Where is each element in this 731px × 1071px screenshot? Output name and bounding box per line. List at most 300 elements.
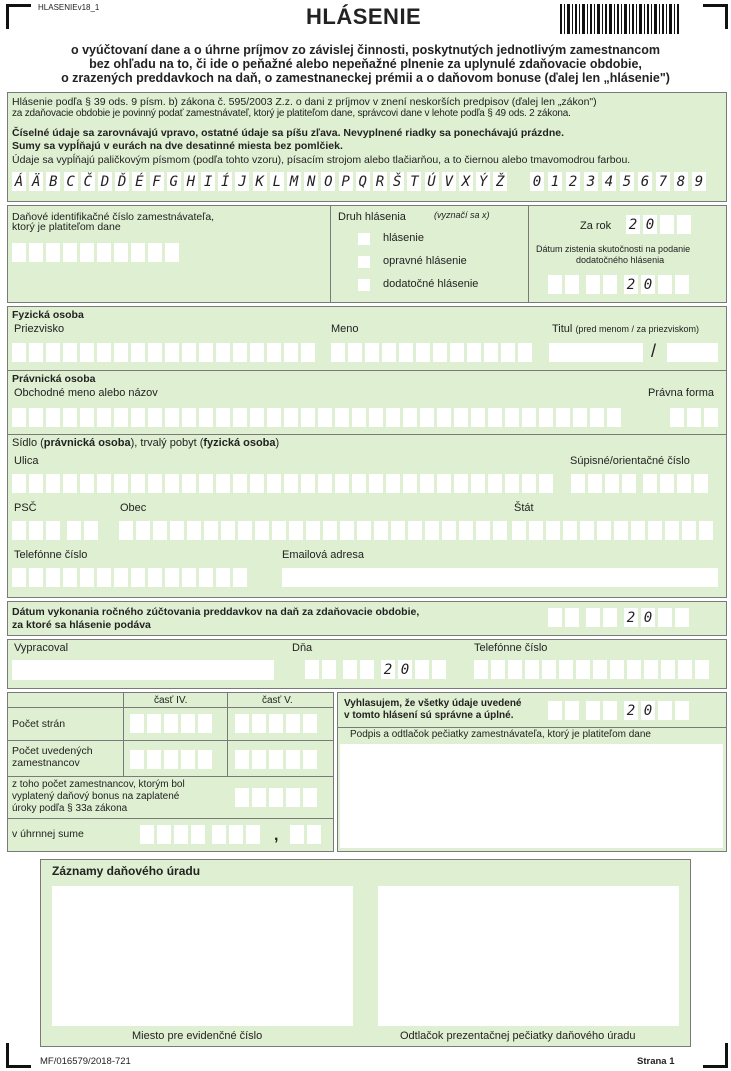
street-cell[interactable]: [403, 474, 417, 493]
company-name-cell[interactable]: [97, 408, 111, 427]
pages-cell[interactable]: [252, 714, 266, 733]
house-number-cell[interactable]: [622, 474, 636, 493]
dic-cell[interactable]: [63, 243, 77, 262]
employees-cell[interactable]: [164, 750, 178, 769]
surname-cell[interactable]: [199, 343, 213, 362]
name-cell[interactable]: [365, 343, 379, 362]
house-number-cell[interactable]: [660, 474, 674, 493]
sum-cell[interactable]: [290, 825, 304, 844]
company-name-cell[interactable]: [29, 408, 43, 427]
city-cell[interactable]: [272, 521, 286, 540]
city-cell[interactable]: [238, 521, 252, 540]
date-cell[interactable]: [415, 660, 429, 679]
prepared-phone-cell[interactable]: [644, 660, 658, 679]
surname-cell[interactable]: [284, 343, 298, 362]
phone-cell[interactable]: [165, 568, 179, 587]
zip-input[interactable]: [12, 521, 101, 540]
state-cell[interactable]: [546, 521, 560, 540]
city-cell[interactable]: [442, 521, 456, 540]
divider-address: [7, 434, 727, 435]
bonus-count-input[interactable]: [235, 788, 320, 807]
dic-cell[interactable]: [148, 243, 162, 262]
signature-area[interactable]: [340, 744, 723, 848]
phone-cell[interactable]: [114, 568, 128, 587]
date-cell[interactable]: [548, 608, 562, 627]
pages-iv-input[interactable]: [130, 714, 215, 733]
date-cell[interactable]: [675, 701, 689, 720]
prepared-phone-cell[interactable]: [593, 660, 607, 679]
date-cell[interactable]: [586, 608, 600, 627]
city-cell[interactable]: [119, 521, 133, 540]
employees-cell[interactable]: [269, 750, 283, 769]
registration-number-area[interactable]: [52, 886, 353, 1026]
prepared-phone-cell[interactable]: [474, 660, 488, 679]
employer-divider-1: [330, 205, 331, 303]
city-cell[interactable]: [323, 521, 337, 540]
street-cell[interactable]: [267, 474, 281, 493]
state-cell[interactable]: [614, 521, 628, 540]
state-cell[interactable]: [563, 521, 577, 540]
company-name-cell[interactable]: [573, 408, 587, 427]
pages-cell[interactable]: [269, 714, 283, 733]
street-cell[interactable]: [216, 474, 230, 493]
prepared-phone-cell[interactable]: [542, 660, 556, 679]
pages-cell[interactable]: [164, 714, 178, 733]
name-cell[interactable]: [348, 343, 362, 362]
company-name-cell[interactable]: [522, 408, 536, 427]
company-name-cell[interactable]: [199, 408, 213, 427]
date-cell[interactable]: [565, 608, 579, 627]
date-cell[interactable]: [305, 660, 319, 679]
city-cell[interactable]: [493, 521, 507, 540]
street-cell[interactable]: [46, 474, 60, 493]
sum-cell[interactable]: [191, 825, 205, 844]
city-cell[interactable]: [340, 521, 354, 540]
pages-cell[interactable]: [235, 714, 249, 733]
name-cell[interactable]: [450, 343, 464, 362]
phone-cell[interactable]: [131, 568, 145, 587]
prepared-date-input[interactable]: [305, 660, 449, 679]
prepared-phone-label: Telefónne číslo: [474, 642, 548, 654]
street-cell[interactable]: [352, 474, 366, 493]
street-input[interactable]: [12, 474, 556, 493]
state-cell[interactable]: [512, 521, 526, 540]
email-input[interactable]: [282, 568, 718, 587]
name-cell[interactable]: [433, 343, 447, 362]
year-input[interactable]: [626, 215, 694, 234]
surname-cell[interactable]: [80, 343, 94, 362]
street-cell[interactable]: [488, 474, 502, 493]
checkbox-dodatocne[interactable]: [358, 279, 370, 291]
company-name-cell[interactable]: [12, 408, 26, 427]
prepared-phone-cell[interactable]: [491, 660, 505, 679]
state-cell[interactable]: [529, 521, 543, 540]
street-cell[interactable]: [12, 474, 26, 493]
bonus-cell[interactable]: [252, 788, 266, 807]
option-hlasenie-label: hlásenie: [383, 232, 424, 244]
prepared-phone-cell[interactable]: [576, 660, 590, 679]
sum-input[interactable]: [140, 825, 263, 844]
city-cell[interactable]: [459, 521, 473, 540]
sum-cell[interactable]: [174, 825, 188, 844]
dic-input[interactable]: [12, 243, 182, 262]
street-cell[interactable]: [437, 474, 451, 493]
date-cell[interactable]: [548, 275, 562, 294]
company-name-cell[interactable]: [386, 408, 400, 427]
company-name-cell[interactable]: [335, 408, 349, 427]
legal-form-label: Právna forma: [648, 387, 715, 399]
employees-cell[interactable]: [235, 750, 249, 769]
sample-letter: I: [201, 172, 215, 191]
employees-v-input[interactable]: [235, 750, 320, 769]
name-cell[interactable]: [518, 343, 532, 362]
sum-cell[interactable]: [157, 825, 171, 844]
company-name-cell[interactable]: [148, 408, 162, 427]
dic-cell[interactable]: [97, 243, 111, 262]
phone-cell[interactable]: [216, 568, 230, 587]
company-name-cell[interactable]: [182, 408, 196, 427]
street-cell[interactable]: [301, 474, 315, 493]
state-cell[interactable]: [682, 521, 696, 540]
bonus-cell[interactable]: [303, 788, 317, 807]
date-cell[interactable]: [658, 701, 672, 720]
declaration-date-input[interactable]: [548, 701, 692, 720]
company-name-cell[interactable]: [471, 408, 485, 427]
surname-cell[interactable]: [216, 343, 230, 362]
legal-form-cell[interactable]: [687, 408, 701, 427]
phone-cell[interactable]: [46, 568, 60, 587]
date-cell[interactable]: [658, 608, 672, 627]
date-cell[interactable]: [603, 608, 617, 627]
house-number-cell[interactable]: [694, 474, 708, 493]
sample-digit: 0: [530, 172, 544, 191]
surname-cell[interactable]: [148, 343, 162, 362]
pages-cell[interactable]: [181, 714, 195, 733]
house-number-cell[interactable]: [588, 474, 602, 493]
pages-cell[interactable]: [130, 714, 144, 733]
date-cell[interactable]: [586, 275, 600, 294]
city-cell[interactable]: [408, 521, 422, 540]
company-name-cell[interactable]: [46, 408, 60, 427]
date-cell[interactable]: [565, 275, 579, 294]
city-cell[interactable]: [374, 521, 388, 540]
company-name-cell[interactable]: [233, 408, 247, 427]
name-cell[interactable]: [416, 343, 430, 362]
street-cell[interactable]: [454, 474, 468, 493]
date-cell[interactable]: [322, 660, 336, 679]
city-cell[interactable]: [187, 521, 201, 540]
phone-cell[interactable]: [233, 568, 247, 587]
surname-cell[interactable]: [250, 343, 264, 362]
company-name-cell[interactable]: [369, 408, 383, 427]
settlement-date-input[interactable]: [548, 608, 692, 627]
street-cell[interactable]: [335, 474, 349, 493]
prepared-phone-cell[interactable]: [559, 660, 573, 679]
dic-cell[interactable]: [12, 243, 26, 262]
street-cell[interactable]: [471, 474, 485, 493]
sum-decimal-input[interactable]: [290, 825, 324, 844]
house-number-cell[interactable]: [571, 474, 585, 493]
company-name-cell[interactable]: [165, 408, 179, 427]
sum-cell[interactable]: [246, 825, 260, 844]
zip-cell[interactable]: [84, 521, 98, 540]
surname-cell[interactable]: [131, 343, 145, 362]
page-title: HLÁSENIE: [306, 4, 422, 29]
legal-form-input[interactable]: [670, 408, 721, 427]
date-cell[interactable]: [565, 701, 579, 720]
city-cell[interactable]: [289, 521, 303, 540]
date-cell[interactable]: [675, 608, 689, 627]
company-name-cell[interactable]: [488, 408, 502, 427]
dic-cell[interactable]: [165, 243, 179, 262]
surname-cell[interactable]: [46, 343, 60, 362]
street-cell[interactable]: [318, 474, 332, 493]
street-cell[interactable]: [131, 474, 145, 493]
employees-cell[interactable]: [181, 750, 195, 769]
phone-cell[interactable]: [12, 568, 26, 587]
pages-v-input[interactable]: [235, 714, 320, 733]
company-name-cell[interactable]: [63, 408, 77, 427]
pages-cell[interactable]: [286, 714, 300, 733]
company-name-cell[interactable]: [539, 408, 553, 427]
bonus-cell[interactable]: [235, 788, 249, 807]
date-cell[interactable]: [603, 701, 617, 720]
dic-cell[interactable]: [29, 243, 43, 262]
prepared-phone-cell[interactable]: [627, 660, 641, 679]
surname-cell[interactable]: [12, 343, 26, 362]
city-cell[interactable]: [425, 521, 439, 540]
sum-cell[interactable]: [307, 825, 321, 844]
surname-cell[interactable]: [182, 343, 196, 362]
state-cell[interactable]: [648, 521, 662, 540]
surname-input[interactable]: [12, 343, 318, 362]
employees-cell[interactable]: [303, 750, 317, 769]
company-name-cell[interactable]: [420, 408, 434, 427]
surname-cell[interactable]: [29, 343, 43, 362]
street-cell[interactable]: [97, 474, 111, 493]
dic-cell[interactable]: [114, 243, 128, 262]
pages-cell[interactable]: [303, 714, 317, 733]
city-cell[interactable]: [136, 521, 150, 540]
street-cell[interactable]: [29, 474, 43, 493]
sample-letter: Ú: [425, 172, 439, 191]
legal-form-cell[interactable]: [704, 408, 718, 427]
bonus-label-2: vyplatený daňový bonus na zaplatené: [12, 791, 180, 802]
date-cell[interactable]: [586, 701, 600, 720]
city-cell[interactable]: [153, 521, 167, 540]
employees-cell[interactable]: [198, 750, 212, 769]
phone-cell[interactable]: [29, 568, 43, 587]
company-name-cell[interactable]: [318, 408, 332, 427]
city-cell[interactable]: [221, 521, 235, 540]
street-cell[interactable]: [539, 474, 553, 493]
prepared-phone-cell[interactable]: [678, 660, 692, 679]
sum-cell[interactable]: [229, 825, 243, 844]
name-input[interactable]: [331, 343, 535, 362]
sample-digit: 2: [566, 172, 580, 191]
state-cell[interactable]: [580, 521, 594, 540]
company-name-cell[interactable]: [607, 408, 621, 427]
counts-grid-line: [7, 776, 334, 777]
state-cell[interactable]: [631, 521, 645, 540]
dic-cell[interactable]: [131, 243, 145, 262]
company-name-cell[interactable]: [114, 408, 128, 427]
surname-cell[interactable]: [301, 343, 315, 362]
company-name-cell[interactable]: [284, 408, 298, 427]
company-name-cell[interactable]: [454, 408, 468, 427]
surname-cell[interactable]: [97, 343, 111, 362]
company-name-cell[interactable]: [403, 408, 417, 427]
surname-cell[interactable]: [233, 343, 247, 362]
street-cell[interactable]: [80, 474, 94, 493]
name-cell[interactable]: [467, 343, 481, 362]
street-cell[interactable]: [369, 474, 383, 493]
address-heading-c: ), trvalý pobyt (: [130, 437, 204, 449]
street-cell[interactable]: [284, 474, 298, 493]
name-cell[interactable]: [484, 343, 498, 362]
company-name-cell[interactable]: [352, 408, 366, 427]
phone-cell[interactable]: [182, 568, 196, 587]
finding-date-input[interactable]: [548, 275, 692, 294]
prepared-phone-cell[interactable]: [525, 660, 539, 679]
title-label: [552, 324, 699, 335]
city-cell[interactable]: [357, 521, 371, 540]
bonus-cell[interactable]: [286, 788, 300, 807]
street-cell[interactable]: [63, 474, 77, 493]
employees-cell[interactable]: [286, 750, 300, 769]
company-name-input[interactable]: [12, 408, 624, 427]
house-number-cell[interactable]: [605, 474, 619, 493]
title-before-input[interactable]: [549, 343, 643, 362]
phone-cell[interactable]: [199, 568, 213, 587]
house-number-cell[interactable]: [677, 474, 691, 493]
street-cell[interactable]: [233, 474, 247, 493]
sum-cell[interactable]: [140, 825, 154, 844]
prepared-phone-cell[interactable]: [610, 660, 624, 679]
state-cell[interactable]: [665, 521, 679, 540]
date-cell[interactable]: [360, 660, 374, 679]
finding-date-label-1: Dátum zistenia skutočnosti na podanie: [536, 244, 691, 254]
name-cell[interactable]: [331, 343, 345, 362]
year-digit-3[interactable]: [660, 215, 674, 234]
date-cell[interactable]: [548, 701, 562, 720]
street-cell[interactable]: [386, 474, 400, 493]
prepared-phone-cell[interactable]: [508, 660, 522, 679]
company-name-cell[interactable]: [301, 408, 315, 427]
name-cell[interactable]: [399, 343, 413, 362]
employees-cell[interactable]: [130, 750, 144, 769]
company-name-cell[interactable]: [590, 408, 604, 427]
street-cell[interactable]: [199, 474, 213, 493]
pages-cell[interactable]: [147, 714, 161, 733]
date-cell[interactable]: [675, 275, 689, 294]
phone-input[interactable]: [12, 568, 250, 587]
date-cell[interactable]: [658, 275, 672, 294]
zip-cell[interactable]: [29, 521, 43, 540]
street-cell[interactable]: [522, 474, 536, 493]
company-name-cell[interactable]: [131, 408, 145, 427]
company-name-cell[interactable]: [437, 408, 451, 427]
year-digit-4[interactable]: [677, 215, 691, 234]
street-cell[interactable]: [505, 474, 519, 493]
company-name-cell[interactable]: [80, 408, 94, 427]
employees-iv-input[interactable]: [130, 750, 215, 769]
house-number-input[interactable]: [571, 474, 711, 493]
zip-cell[interactable]: [12, 521, 26, 540]
date-cell[interactable]: [603, 275, 617, 294]
street-cell[interactable]: [148, 474, 162, 493]
surname-cell[interactable]: [114, 343, 128, 362]
state-input[interactable]: [512, 521, 716, 540]
zip-cell[interactable]: [67, 521, 81, 540]
employees-cell[interactable]: [252, 750, 266, 769]
dic-cell[interactable]: [46, 243, 60, 262]
title-after-input[interactable]: [667, 343, 718, 362]
bonus-cell[interactable]: [269, 788, 283, 807]
prepared-phone-cell[interactable]: [661, 660, 675, 679]
date-cell[interactable]: [343, 660, 357, 679]
name-cell[interactable]: [501, 343, 515, 362]
phone-cell[interactable]: [148, 568, 162, 587]
legal-form-cell[interactable]: [670, 408, 684, 427]
city-cell[interactable]: [391, 521, 405, 540]
company-name-cell[interactable]: [250, 408, 264, 427]
city-cell[interactable]: [204, 521, 218, 540]
surname-cell[interactable]: [63, 343, 77, 362]
prepared-phone-cell[interactable]: [695, 660, 709, 679]
company-name-cell[interactable]: [556, 408, 570, 427]
prepared-by-input[interactable]: [12, 660, 274, 680]
street-cell[interactable]: [250, 474, 264, 493]
checkbox-opravne[interactable]: [358, 256, 370, 268]
street-cell[interactable]: [182, 474, 196, 493]
zip-cell[interactable]: [46, 521, 60, 540]
surname-cell[interactable]: [165, 343, 179, 362]
house-number-cell[interactable]: [643, 474, 657, 493]
state-cell[interactable]: [597, 521, 611, 540]
declaration-divider: [337, 727, 727, 728]
city-cell[interactable]: [306, 521, 320, 540]
city-cell[interactable]: [476, 521, 490, 540]
tax-office-heading: Záznamy daňového úradu: [52, 864, 201, 878]
office-stamp-area[interactable]: [378, 886, 679, 1026]
street-cell[interactable]: [165, 474, 179, 493]
company-name-cell[interactable]: [267, 408, 281, 427]
company-name-cell[interactable]: [505, 408, 519, 427]
sample-letter: É: [132, 172, 146, 191]
prepared-phone-input[interactable]: [474, 660, 712, 679]
phone-cell[interactable]: [97, 568, 111, 587]
city-input[interactable]: [119, 521, 510, 540]
street-cell[interactable]: [420, 474, 434, 493]
pages-cell[interactable]: [198, 714, 212, 733]
phone-cell[interactable]: [63, 568, 77, 587]
employees-cell[interactable]: [147, 750, 161, 769]
phone-cell[interactable]: [80, 568, 94, 587]
dic-cell[interactable]: [80, 243, 94, 262]
company-name-cell[interactable]: [216, 408, 230, 427]
city-cell[interactable]: [255, 521, 269, 540]
city-cell[interactable]: [170, 521, 184, 540]
sample-letters-row: [12, 172, 510, 191]
state-cell[interactable]: [699, 521, 713, 540]
checkbox-hlasenie[interactable]: [358, 233, 370, 245]
name-cell[interactable]: [382, 343, 396, 362]
date-cell[interactable]: [432, 660, 446, 679]
sum-cell[interactable]: [212, 825, 226, 844]
street-cell[interactable]: [114, 474, 128, 493]
surname-cell[interactable]: [267, 343, 281, 362]
